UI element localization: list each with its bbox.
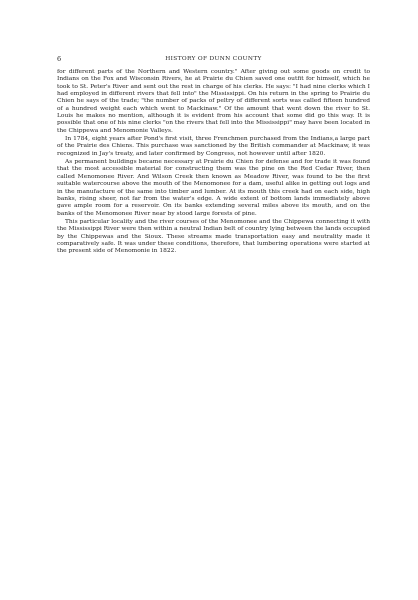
paragraph-permanent-buildings: As permanent buildings became necessary at Prairie du Chien for defense and for trade it was found that the most accessible material for constructing them was the pine on the Red Cedar River, then called Menomonee River. And Wilson Creek then known as Meadow River, was found to be the first suitable watercourse above the mouth of the Menomonee for a dam, useful alike in getting out logs and in the manufacture of the same into timber and lumber. At its mouth this creek had on each side, high banks, rising sheer, not far from the water's edge. A wide extent of bottom lands immediately above gave ample room for a reservoir. On its banks extending several miles above its mouth, and on the banks of the Menomonee River near by stood large forests of pine. — [57, 159, 370, 217]
body-text — [57, 69, 370, 257]
page-header — [57, 55, 370, 65]
paragraph-neutral-belt: This particular locality and the river courses of the Menomonee and the Chippewa connecting it with the Mississippi River were then within a neutral Indian belt of country lying between the lands occupied by the Chippewas and the Sioux. These streams made transportation easy and neutrality made it comparatively safe. It was under these conditions, therefore, that lumbering operations were started at the present side of Menomonie in 1822. — [57, 218, 370, 255]
paragraph-continued: for different parts of the Northern and Western country." After giving out some goods on credit to Indians on the Fox and Wisconsin Rivers, he at Prairie du Chien saved one outfit for himself, which he took to St. Peter's River and sent out the rest in charge of his clerks. He says: "I had nine clerks which I had employed in different rivers that fell into" the Mississippi. On his return in the spring to Prairie du Chien he says of the trade; "the number of packs of peltry of different sorts was called fifteen hundred of a hundred weight each which went to Mackinaw." Of the amount that went down the river to St. Louis he makes no mention, although it is evident from his account that some did go this way. It is possible that one of his nine clerks "on the rivers that fell into the Mississippi" may have been located in the Chippewa and Menomonie Valleys. — [57, 69, 370, 134]
running-title: HISTORY OF DUNN COUNTY — [165, 56, 262, 62]
paragraph-1784-purchase: In 1784, eight years after Pond's first visit, three Frenchmen purchased from the Indians,a large part of the Prairie des Chiens. This purchase was sanctioned by the British commander at Mackinaw, it was recognized in Jay's treaty, and later confirmed by Congress, not however until after 1820. — [57, 136, 370, 157]
page-number: 6 — [57, 55, 62, 63]
